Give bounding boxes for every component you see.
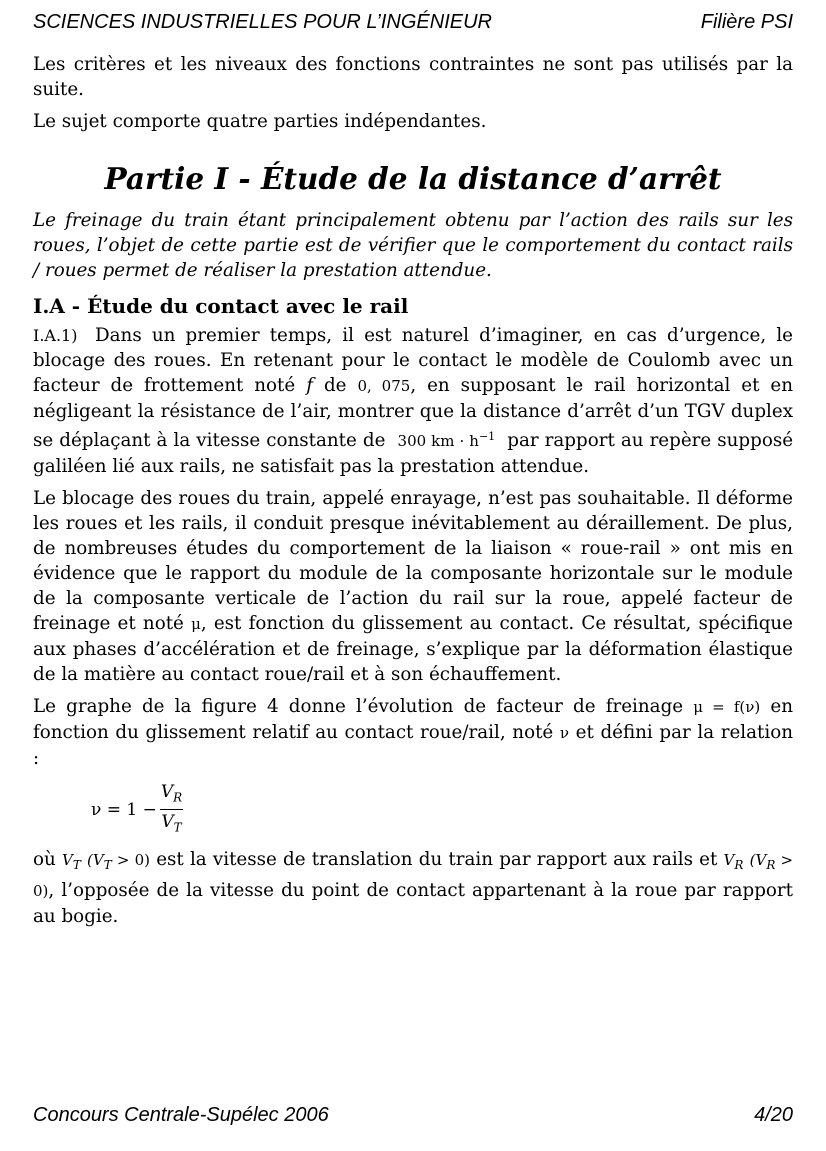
symbol-vt: $V_T$ xyxy=(61,850,81,872)
vt-condition: $(V_T > 0)$ xyxy=(87,850,151,872)
footer-contest: Concours Centrale-Supélec 2006 xyxy=(33,1104,329,1126)
symbol-f: f xyxy=(306,375,313,396)
question-ia1: I.A.1) Dans un premier temps, il est naturel d’imaginer, en cas d’urgence, le blocage des roues. En retenant pour le contact le modèle de Coulomb avec un facteur de frottement noté f de 0, 075, en supposant le rail horizontal et en négligeant la résistance de l’air, montrer que la distance d’arrêt d’un TGV duplex se déplaçant à la vitesse constante de 300 km · $h^{-1}$ par rapport au repère supposé galiléen lié aux rails, ne satisfait pas la prestation attendue. xyxy=(33,325,794,477)
part-intro: Le freinage du train étant principalement obtenu par l’action des rails sur les roues, l’objet de cette partie est de vérifier que le comportement du contact rails / roues permet de réaliser la prestation attendue. xyxy=(33,210,793,281)
formula-denominator: $V_T$ xyxy=(161,812,182,835)
intro-paragraph-2: Le sujet comporte quatre parties indépendantes. xyxy=(33,111,487,132)
symbol-nu: ν xyxy=(559,724,570,742)
symbol-vr: $V_R$ xyxy=(723,850,744,872)
header-track: Filière PSI xyxy=(700,11,793,33)
page-number: 4/20 xyxy=(754,1104,793,1126)
page-header xyxy=(33,11,793,35)
part-title: Partie I - Étude de la distance d’arrêt xyxy=(104,161,722,196)
question-number: I.A.1) xyxy=(33,326,78,345)
paragraph-graph: Le graphe de la figure 4 donne l’évolution de facteur de freinage μ = f(ν) en fonction du glissement relatif au contact roue/rail, noté ν et défini par la relation : xyxy=(33,696,794,769)
slip-formula xyxy=(91,781,793,839)
page-content xyxy=(33,52,793,929)
paragraph-definitions: où $V_T$ $(V_T > 0)$ est la vitesse de translation du train par rapport aux rails et $V_R$ $(V_R > 0)$, l’opposée de la vitesse du point de contact appartenant à la roue par rapport au bogie. xyxy=(33,848,794,927)
speed-value: 300 km · $h^{-1}$ xyxy=(397,430,496,450)
intro-paragraph-1: Les critères et les niveaux des fonctions contraintes ne sont pas utilisés par la suite. xyxy=(33,54,793,100)
symbol-mu: μ xyxy=(191,615,201,633)
page-footer xyxy=(33,1104,793,1128)
relation-mu-f-nu: μ = f(ν) xyxy=(693,698,761,716)
paragraph-enrayage: Le blocage des roues du train, appelé enrayage, n’est pas souhaitable. Il déforme les roues et les rails, il conduit presque inévitablement au déraillement. De plus, de nombreuses études du comportement de la liaison « roue-rail » ont mis en évidence que le rapport du module de la composante horizontale sur le module de la composante verticale de l’action du rail sur la roue, appelé facteur de freinage et noté μ, est fonction du glissement au contact. Ce résultat, spécifique aux phases d’accélération et de freinage, s’explique par la déformation élastique de la matière au contact roue/rail et à son échauffement. xyxy=(33,488,793,685)
vr-condition: $(V_R > 0)$ xyxy=(33,850,794,900)
header-subject: SCIENCES INDUSTRIELLES POUR L’INGÉNIEUR xyxy=(33,11,492,33)
section-title: I.A - Étude du contact avec le rail xyxy=(33,294,409,318)
value-f: 0, 075 xyxy=(357,377,411,395)
formula-lhs: ν = 1 − xyxy=(91,799,157,820)
formula-fraction xyxy=(160,781,183,839)
formula-numerator: $V_R$ xyxy=(160,781,183,810)
